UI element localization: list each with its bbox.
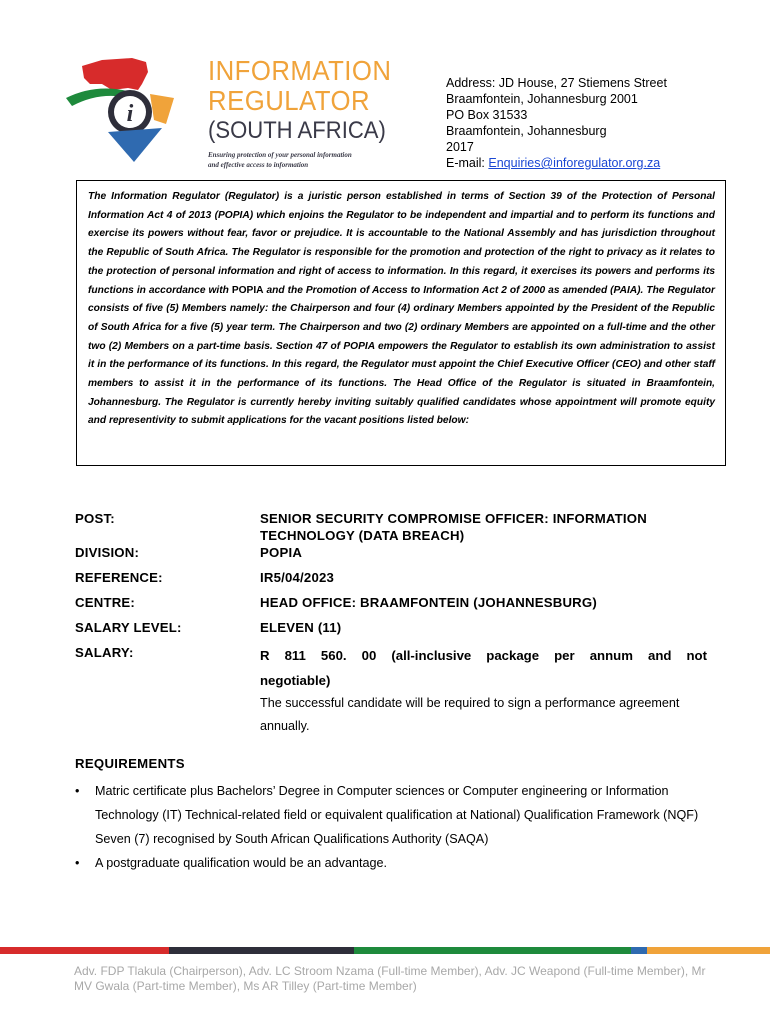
popia-term: POPIA bbox=[231, 284, 264, 296]
post-value-line1: SENIOR SECURITY COMPROMISE OFFICER: INFORMATION bbox=[260, 511, 647, 526]
logo-title-line3: (SOUTH AFRICA) bbox=[208, 117, 386, 144]
salary-level-label: SALARY LEVEL: bbox=[75, 620, 182, 635]
bullet-icon: • bbox=[75, 784, 80, 798]
address-line: Braamfontein, Johannesburg bbox=[446, 124, 607, 138]
division-value: POPIA bbox=[260, 545, 303, 560]
salary-label: SALARY: bbox=[75, 645, 134, 660]
logo-blue-arrow-icon bbox=[108, 128, 162, 162]
reference-value: IR5/04/2023 bbox=[260, 570, 335, 585]
performance-agreement-note: The successful candidate will be required to sign a performance agreement annually. bbox=[260, 696, 680, 733]
requirements-list bbox=[75, 779, 715, 875]
logo-tagline: Ensuring protection of your personal information and effective access to information bbox=[208, 151, 352, 169]
logo-letter: i bbox=[126, 101, 134, 127]
reference-label: REFERENCE: bbox=[75, 570, 163, 585]
address-line: 2017 bbox=[446, 140, 474, 154]
bar-segment bbox=[647, 947, 770, 954]
centre-value: HEAD OFFICE: BRAAMFONTEIN (JOHANNESBURG) bbox=[260, 595, 597, 610]
post-value-line2: TECHNOLOGY (DATA BREACH) bbox=[260, 528, 465, 543]
salary-value: R 811 560. 00 (all-inclusive package per annum and not negotiable) bbox=[260, 648, 707, 688]
requirements-heading: REQUIREMENTS bbox=[75, 756, 185, 771]
bar-segment bbox=[631, 947, 646, 954]
division-label: DIVISION: bbox=[75, 545, 140, 560]
logo-title-line2: REGULATOR bbox=[208, 85, 371, 116]
logo-title-line1: INFORMATION bbox=[208, 55, 392, 86]
address-line: PO Box 31533 bbox=[446, 108, 528, 122]
logo-orange-wedge-icon bbox=[150, 94, 174, 124]
intro-paragraph-box: The Information Regulator (Regulator) is a juristic person established in terms of Section 39 of the Protection of Personal Information Act 4 of 2013 (POPIA) which enjoins the Regulator to be independent and impartial and to perform its functions and exercise its powers without fear, favor or prejudice. It is accountable to the National Assembly and has jurisdiction throughout the Republic of South Africa. The Regulator is responsible for the promotion and protection of the right to privacy as it relates to the protection of personal information and right of access to information. In this regard, it exercises its powers and performs its functions in accordance with POPIA and the Promotion of Access to Information Act 2 of 2000 as amended (PAIA). The Regulator consists of five (5) Members namely: the Chairperson and four (4) ordinary Members appointed by the President of the Republic of South Africa for a five (5) year term. The Chairperson and two (2) ordinary Members are appointed on a full-time and the other two (2) Members on a part-time basis. Section 47 of POPIA empowers the Regulator to establish its own administration to assist it in the performance of its functions. In this regard, the Regulator must appoint the Chief Executive Officer (CEO) and other staff members to assist it in the performance of its functions. The Head Office of the Regulator is situated in Braamfontein, Johannesburg. The Regulator is currently hereby inviting suitably qualified candidates whose appointment will promote equity and representivity to submit applications for the vacant positions listed below: bbox=[76, 180, 726, 466]
logo-text bbox=[208, 56, 407, 170]
footer-members: Adv. FDP Tlakula (Chairperson), Adv. LC Stroom Nzama (Full-time Member), Adv. JC Weapond (Full-time Member), Mr MV Gwala (Part-time Member), Ms AR Tilley (Part-time Member) bbox=[74, 964, 706, 993]
post-label: POST: bbox=[75, 511, 115, 526]
footer-color-bar bbox=[0, 947, 770, 954]
address-email: E-mail: Enquiries@inforegulator.org.za bbox=[446, 156, 661, 170]
logo-red-shape-icon bbox=[82, 58, 148, 90]
bullet-icon: • bbox=[75, 856, 80, 870]
bar-segment bbox=[169, 947, 354, 954]
address-line: Braamfontein, Johannesburg 2001 bbox=[446, 92, 638, 106]
address-line: Address: JD House, 27 Stiemens Street bbox=[446, 76, 667, 90]
address-block bbox=[446, 75, 667, 171]
list-item: • A postgraduate qualification would be an advantage. bbox=[75, 851, 715, 875]
list-item: • Matric certificate plus Bachelors’ Degree in Computer sciences or Computer engineering or Information Technology (IT) Technical-related field or equivalent qualification at National) Qualification Framework (NQF) Seven (7) recognised by South African Qualifications Authority (SAQA) bbox=[75, 779, 715, 851]
bar-segment bbox=[354, 947, 631, 954]
salary-level-value: ELEVEN (11) bbox=[260, 620, 342, 635]
centre-label: CENTRE: bbox=[75, 595, 136, 610]
bar-segment bbox=[0, 947, 169, 954]
email-link[interactable]: Enquiries@inforegulator.org.za bbox=[488, 156, 661, 170]
